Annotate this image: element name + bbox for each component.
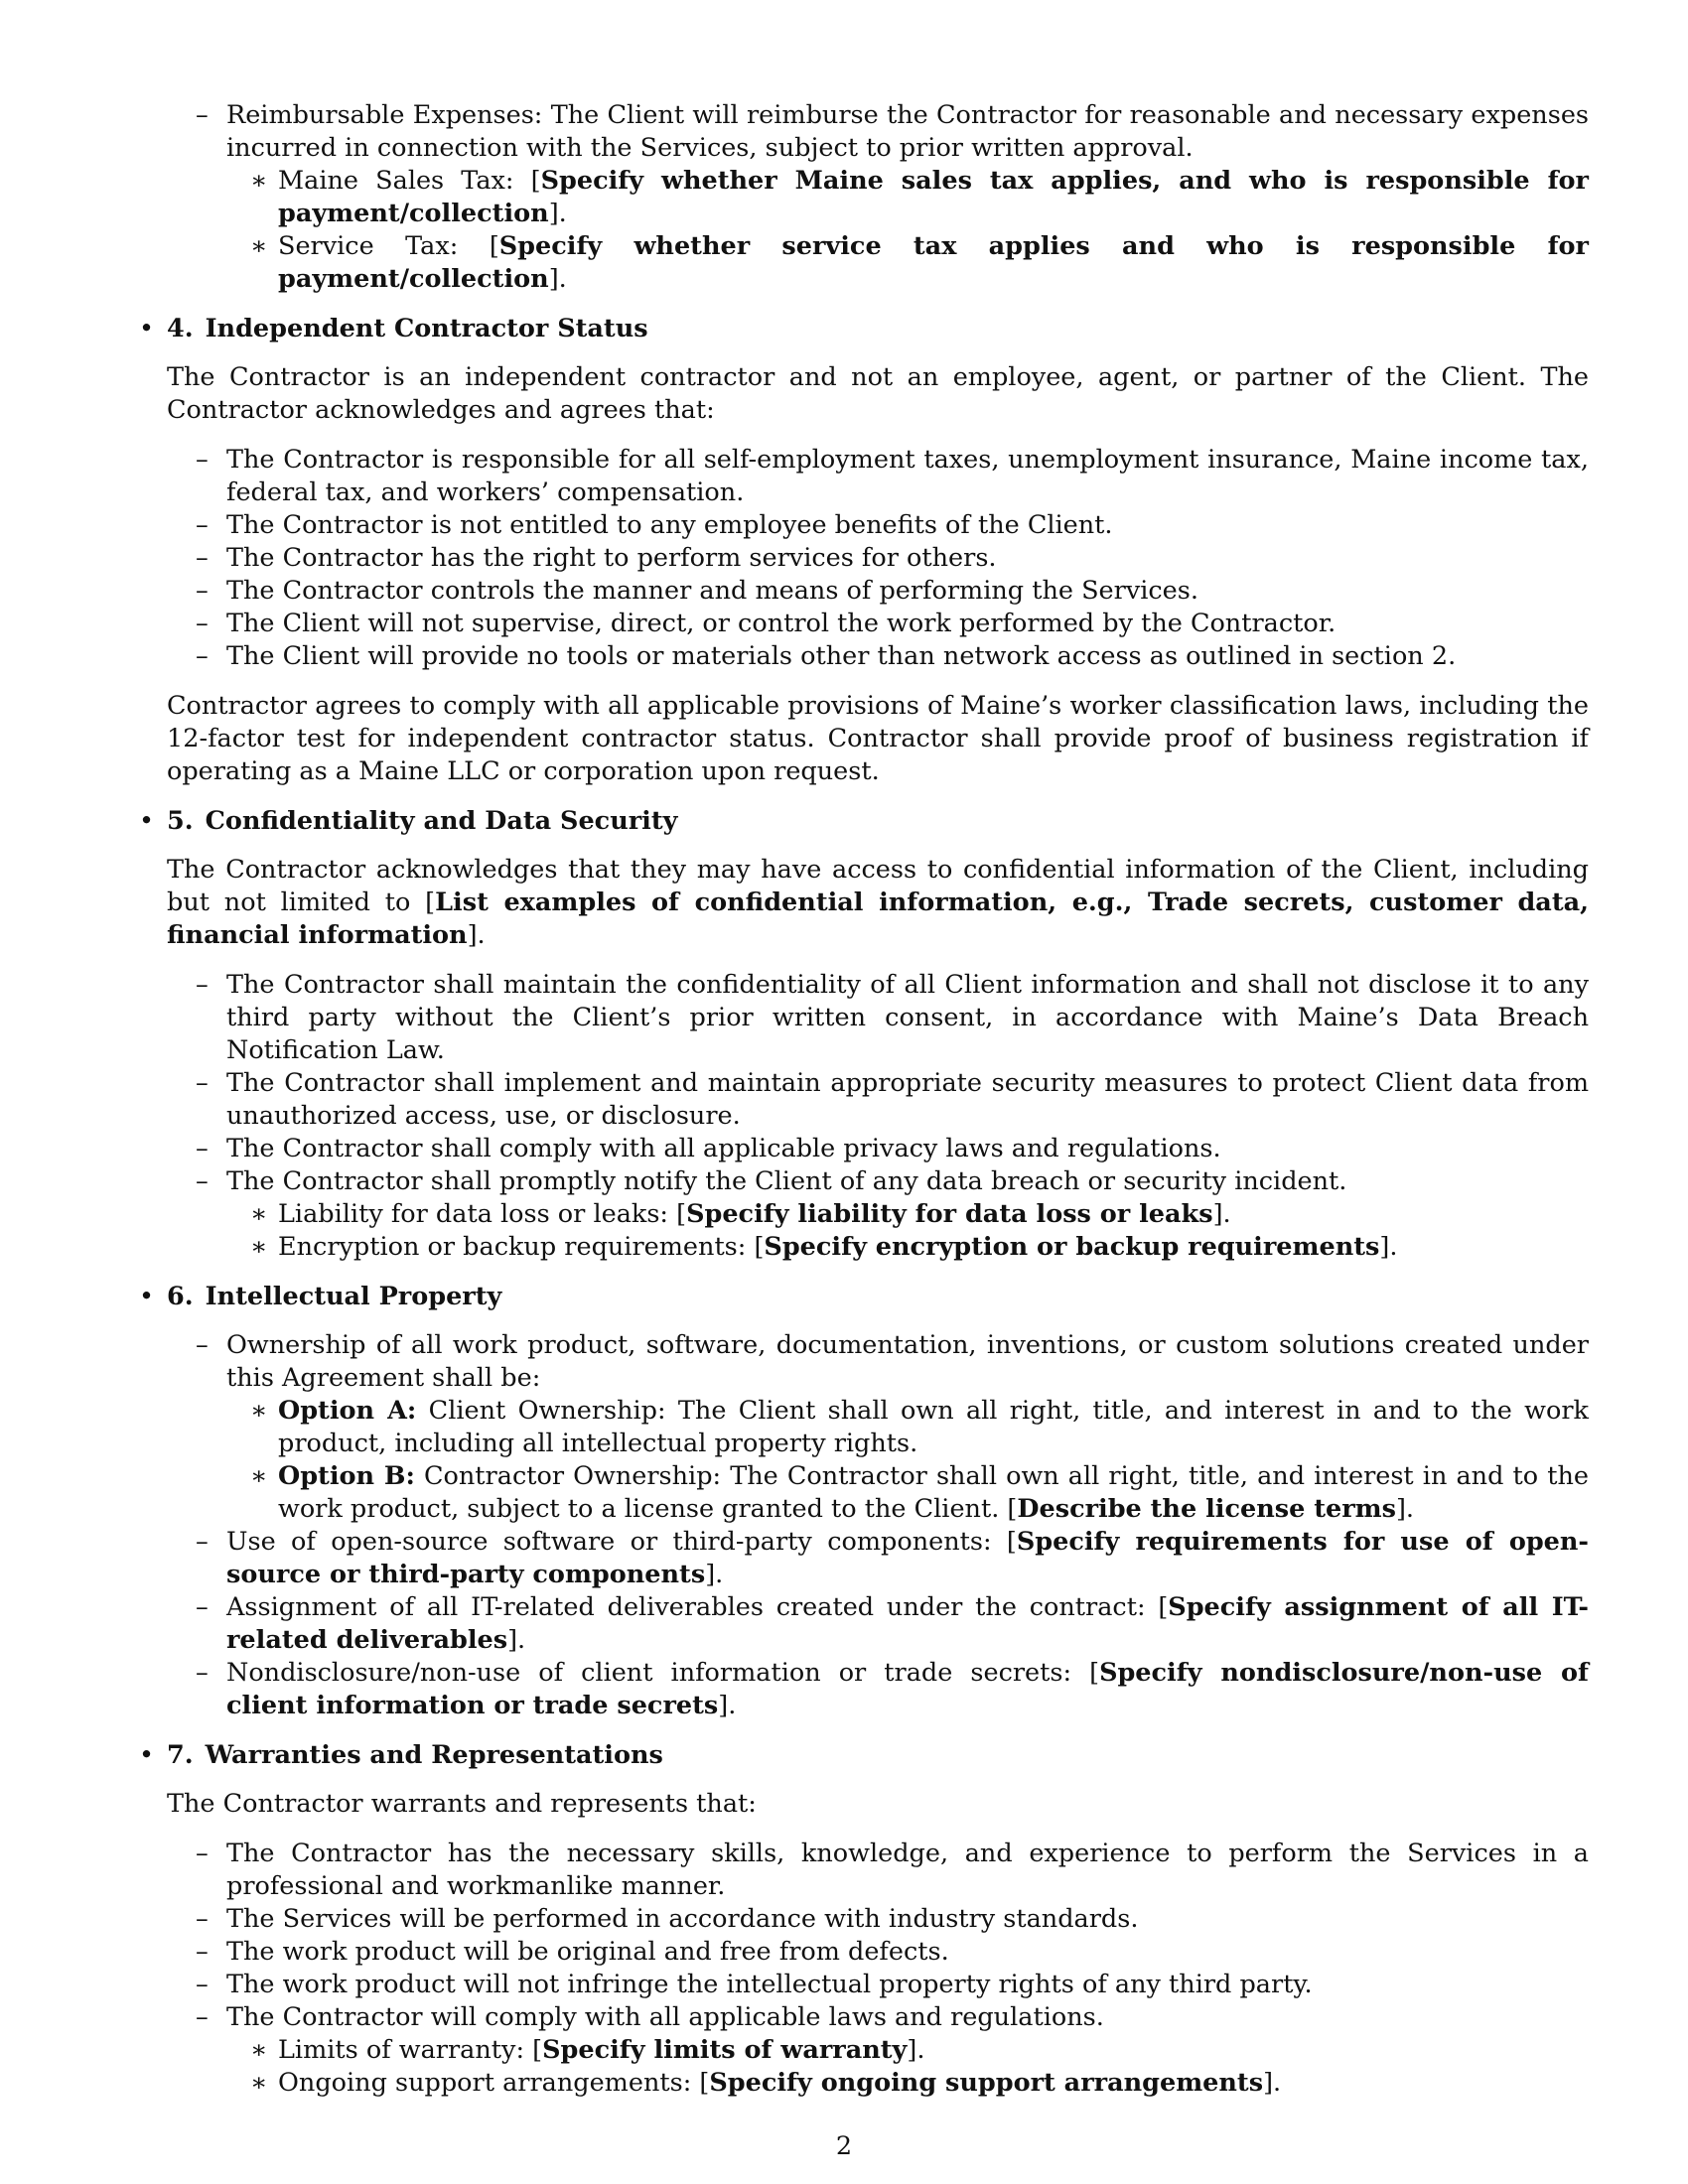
list-item [167, 2001, 1589, 2034]
item-text: Reimbursable Expenses: The Client will reimburse the Contractor for reasonable and necessary expenses incurred in connection with the Services, subject to prior written approval. [226, 100, 1589, 163]
item-text: The Contractor will comply with all applicable laws and regulations. [226, 2002, 1104, 2032]
placeholder-text: Specify ongoing support arrangements [709, 2068, 1264, 2098]
page-content [139, 99, 1589, 2116]
list-item [167, 542, 1589, 575]
dash-bullet: – [196, 1134, 209, 1163]
list-item [167, 1460, 1589, 1526]
item-text: Contractor Ownership: The Contractor shall own all right, title, and interest in and to the work product, subject to a license granted to the Client. [ [278, 1461, 1589, 1524]
item-text: Nondisclosure/non-use of client information or trade secrets: [ [226, 1658, 1100, 1688]
fee-items-continued [167, 99, 1589, 296]
list-item [167, 509, 1589, 542]
list-item [167, 2067, 1589, 2100]
item-text: ]. [1395, 1494, 1415, 1524]
dash-bullet: – [196, 1937, 209, 1967]
placeholder-text: Describe the license terms [1017, 1494, 1396, 1524]
item-text: Client Ownership: The Client shall own all right, title, and interest in and to the work product, including all intellectual property rights. [278, 1396, 1589, 1458]
item-text: The Client will not supervise, direct, or control the work performed by the Contractor. [226, 609, 1336, 638]
item-text: The Client will provide no tools or materials other than network access as outlined in section 2. [226, 641, 1457, 671]
dash-bullet: – [196, 445, 209, 475]
item-text: Ongoing support arrangements: [ [278, 2068, 710, 2098]
item-text: The Contractor shall promptly notify the Client of any data breach or security incident. [226, 1166, 1347, 1196]
list-item [167, 444, 1589, 509]
item-text: The work product will not infringe the intellectual property rights of any third party. [226, 1970, 1313, 1999]
section-title: Independent Contractor Status [205, 314, 648, 343]
placeholder-text: Specify requirements for use of open-source or third-party components [226, 1527, 1589, 1589]
dash-bullet: – [196, 2002, 209, 2032]
item-text: The Contractor shall maintain the confidentiality of all Client information and shall not disclose it to any third party without the Client’s prior written consent, in accordance with Maine’s Data Breach Notification Law. [226, 970, 1589, 1065]
list-item [167, 230, 1589, 296]
star-bullet: ∗ [250, 1461, 268, 1491]
list-item [167, 1165, 1589, 1198]
item-text: Limits of warranty: [ [278, 2035, 543, 2065]
list-item [167, 1067, 1589, 1133]
placeholder-text: Specify whether service tax applies and who is responsible for payment/collection [278, 231, 1589, 294]
list-item [167, 969, 1589, 1067]
section-heading [167, 1739, 1589, 1772]
section-title: Confidentiality and Data Security [205, 806, 678, 836]
item-text: ]. [1263, 2068, 1282, 2098]
item-text: The work product will be original and free from defects. [226, 1937, 949, 1967]
item-text: Service Tax: [ [278, 231, 499, 261]
intro-text: The Contractor acknowledges that they may have access to confidential information of the Client, including but not limited to [ [167, 855, 1589, 917]
placeholder-text: Specify liability for data loss or leaks [686, 1199, 1213, 1229]
list-item [167, 1198, 1589, 1231]
dash-bullet: – [196, 641, 209, 671]
section-bullet: • [139, 1740, 155, 1770]
section-intro: The Contractor is an independent contractor and not an employee, agent, or partner of the Client. The Contractor acknowledges and agrees that: [167, 362, 1589, 425]
list-item [167, 165, 1589, 230]
section-5 [139, 805, 1589, 1264]
item-text: Assignment of all IT-related deliverables created under the contract: [ [226, 1592, 1169, 1622]
item-text: The Contractor shall implement and maintain appropriate security measures to protect Client data from unauthorized access, use, or disclosure. [226, 1068, 1589, 1131]
item-text: The Contractor controls the manner and means of performing the Services. [226, 576, 1198, 606]
section-heading [167, 805, 1589, 838]
dash-bullet: – [196, 1166, 209, 1196]
list-item [167, 1657, 1589, 1722]
dash-bullet: – [196, 1839, 209, 1868]
list-item [167, 1591, 1589, 1657]
item-text: The Contractor has the necessary skills, knowledge, and experience to perform the Services in a professional and workmanlike manner. [226, 1839, 1589, 1901]
section-number: 4. [167, 314, 194, 343]
intro-text: ]. [467, 920, 486, 950]
section-heading [167, 313, 1589, 345]
section-list [167, 1329, 1589, 1722]
item-text: ]. [548, 199, 567, 228]
dash-bullet: – [196, 1658, 209, 1688]
star-bullet: ∗ [250, 1199, 268, 1229]
star-bullet: ∗ [250, 1232, 268, 1262]
placeholder-text: Specify limits of warranty [542, 2035, 908, 2065]
section-number: 6. [167, 1282, 194, 1311]
list-item [167, 1231, 1589, 1264]
option-label: Option B: [278, 1461, 415, 1491]
page-number: 2 [835, 2131, 853, 2161]
dash-bullet: – [196, 543, 209, 573]
list-item [167, 2034, 1589, 2067]
item-text: ]. [718, 1691, 737, 1720]
list-item [167, 1133, 1589, 1165]
item-text: Maine Sales Tax: [ [278, 166, 541, 196]
dash-bullet: – [196, 1330, 209, 1360]
section-bullet: • [139, 314, 155, 343]
list-item [167, 1838, 1589, 1903]
placeholder-text: List examples of confidential information, e.g., Trade secrets, customer data, financial information [167, 887, 1589, 950]
dash-bullet: – [196, 576, 209, 606]
dash-bullet: – [196, 970, 209, 1000]
list-item [167, 1526, 1589, 1591]
star-bullet: ∗ [250, 231, 268, 261]
section-number: 7. [167, 1740, 194, 1770]
list-item [167, 1903, 1589, 1936]
item-text: Use of open-source software or third-party components: [ [226, 1527, 1017, 1557]
list-item [167, 99, 1589, 165]
section-6 [139, 1281, 1589, 1722]
item-text: Liability for data loss or leaks: [ [278, 1199, 687, 1229]
section-bullet: • [139, 806, 155, 836]
list-item [167, 575, 1589, 608]
placeholder-text: Specify whether Maine sales tax applies, and who is responsible for payment/collection [278, 166, 1589, 228]
section-list [167, 969, 1589, 1264]
item-text: The Contractor has the right to perform services for others. [226, 543, 997, 573]
section-list [167, 1838, 1589, 2100]
star-bullet: ∗ [250, 2068, 268, 2098]
list-item [167, 1936, 1589, 1969]
section-4 [139, 313, 1589, 788]
section-title: Intellectual Property [205, 1282, 502, 1311]
section-list [167, 444, 1589, 673]
section-intro: The Contractor warrants and represents that: [167, 1789, 757, 1819]
item-text: The Contractor is not entitled to any employee benefits of the Client. [226, 510, 1113, 540]
item-text: Ownership of all work product, software, documentation, inventions, or custom solutions created under this Agreement shall be: [226, 1330, 1589, 1393]
placeholder-text: Specify assignment of all IT-related deliverables [226, 1592, 1589, 1655]
dash-bullet: – [196, 1592, 209, 1622]
item-text: ]. [1379, 1232, 1398, 1262]
section-bullet: • [139, 1282, 155, 1311]
dash-bullet: – [196, 100, 209, 130]
section-title: Warranties and Representations [205, 1740, 663, 1770]
item-text: ]. [705, 1560, 724, 1589]
list-item [167, 608, 1589, 640]
dash-bullet: – [196, 1527, 209, 1557]
dash-bullet: – [196, 1904, 209, 1934]
item-text: The Contractor is responsible for all self-employment taxes, unemployment insurance, Maine income tax, federal tax, and workers’ compensation. [226, 445, 1589, 507]
item-text: The Services will be performed in accordance with industry standards. [226, 1904, 1139, 1934]
section-number: 5. [167, 806, 194, 836]
dash-bullet: – [196, 510, 209, 540]
section-outro: Contractor agrees to comply with all applicable provisions of Maine’s worker classification laws, including the 12-factor test for independent contractor status. Contractor shall provide proof of business registration if operating as a Maine LLC or corporation upon request. [167, 691, 1589, 786]
list-item [167, 1395, 1589, 1460]
list-item [167, 640, 1589, 673]
section-7 [139, 1739, 1589, 2100]
section-heading [167, 1281, 1589, 1313]
list-item [167, 1969, 1589, 2001]
item-text: ]. [1212, 1199, 1231, 1229]
section-intro [167, 854, 1589, 952]
star-bullet: ∗ [250, 166, 268, 196]
star-bullet: ∗ [250, 1396, 268, 1426]
list-item [167, 1329, 1589, 1395]
item-text: ]. [507, 1625, 526, 1655]
placeholder-text: Specify encryption or backup requirements [764, 1232, 1380, 1262]
item-text: The Contractor shall comply with all applicable privacy laws and regulations. [226, 1134, 1221, 1163]
placeholder-text: Specify nondisclosure/non-use of client information or trade secrets [226, 1658, 1589, 1720]
item-text: ]. [907, 2035, 925, 2065]
dash-bullet: – [196, 609, 209, 638]
star-bullet: ∗ [250, 2035, 268, 2065]
option-label: Option A: [278, 1396, 417, 1426]
item-text: Encryption or backup requirements: [ [278, 1232, 765, 1262]
dash-bullet: – [196, 1970, 209, 1999]
item-text: ]. [548, 264, 567, 294]
dash-bullet: – [196, 1068, 209, 1098]
